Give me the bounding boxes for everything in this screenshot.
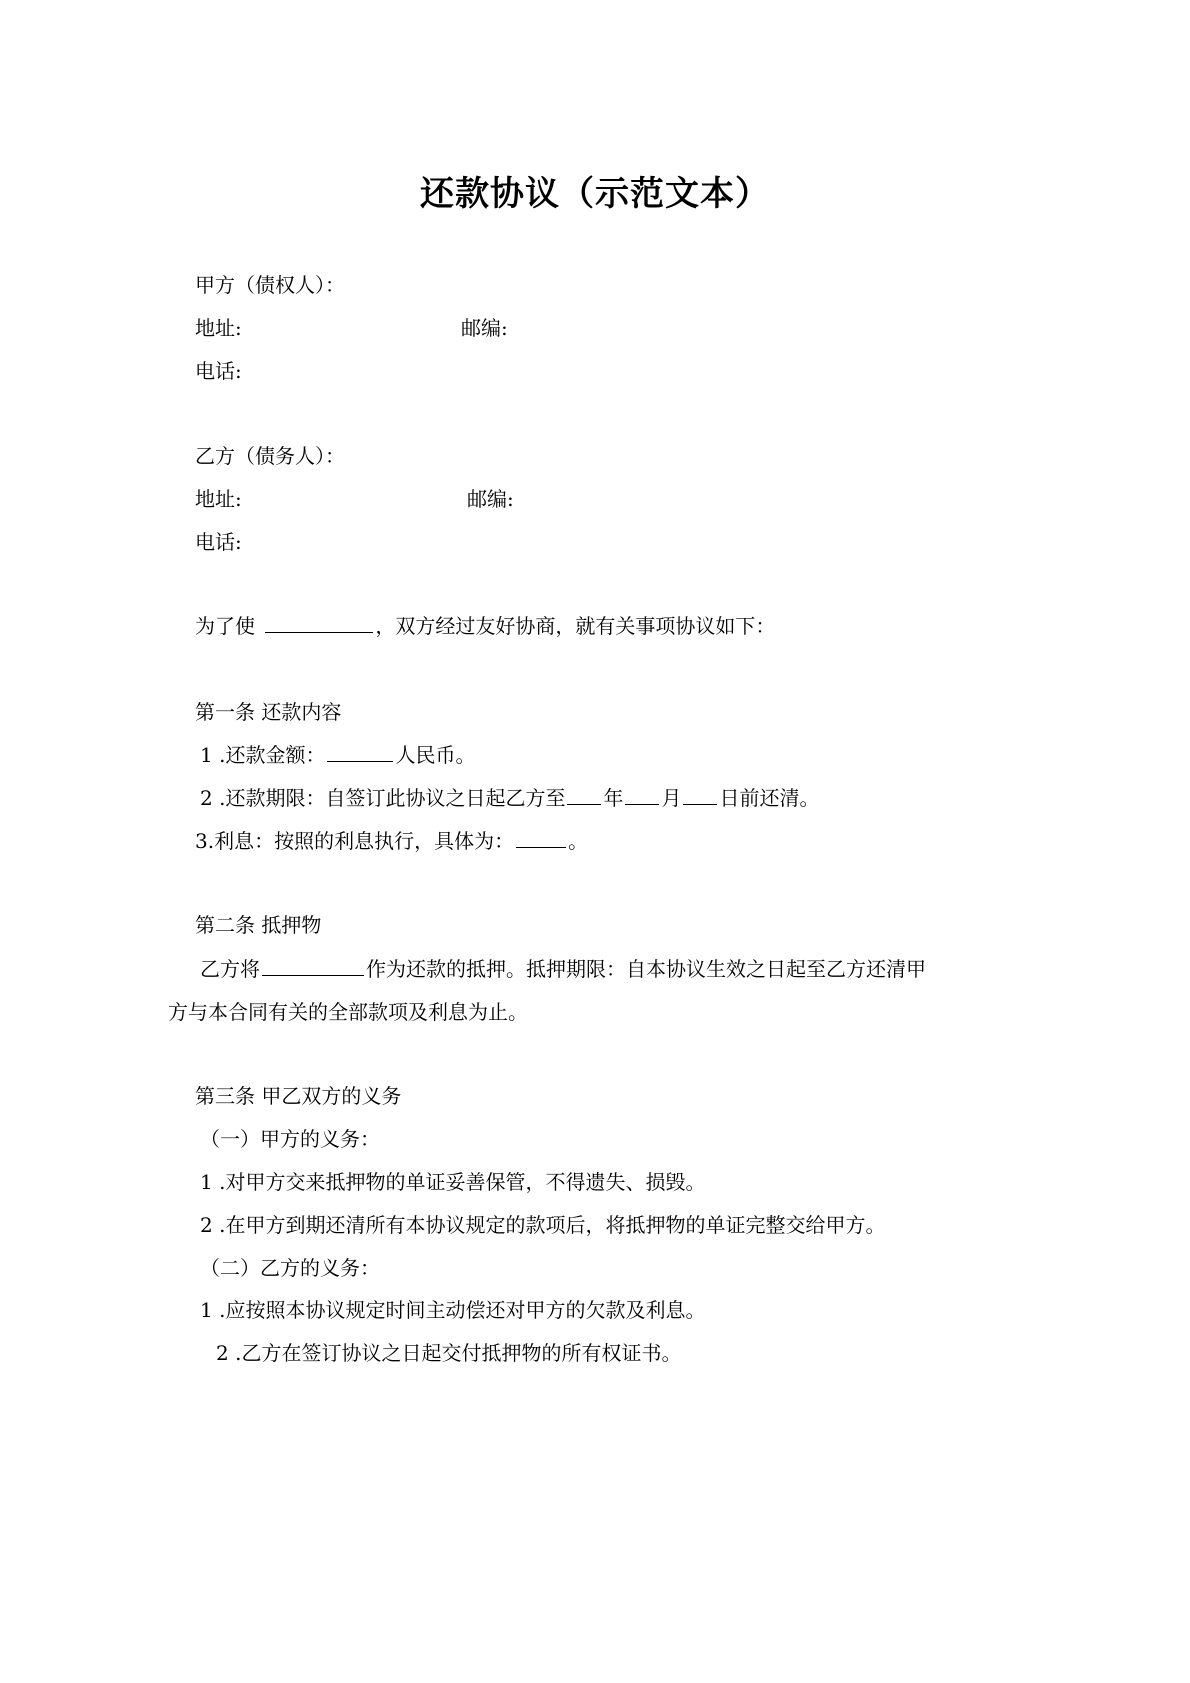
article1-heading: 第一条 还款内容	[195, 700, 342, 724]
article1-item1-suffix: 人民币。	[395, 743, 476, 767]
intro-blank	[265, 614, 373, 633]
collateral-blank	[262, 957, 364, 976]
article1-item2-suffix: 日前还清。	[719, 786, 820, 810]
party-b-postcode-label: 邮编:	[467, 487, 514, 511]
party-a-heading: 甲方（债权人）：	[195, 273, 345, 297]
year-blank	[567, 786, 601, 805]
year-label: 年	[603, 786, 624, 810]
article3-sub2: （二）乙方的义务：	[200, 1256, 380, 1280]
article3-sub2-item1: 1 .应按照本协议规定时间主动偿还对甲方的欠款及利息。	[200, 1298, 706, 1322]
article3-sub1: （一）甲方的义务：	[200, 1127, 380, 1151]
party-b-phone-label: 电话:	[195, 530, 242, 554]
article3-sub1-item1: 1 .对甲方交来抵押物的单证妥善保管，不得遗失、损毁。	[200, 1170, 706, 1194]
intro-suffix: ，双方经过友好协商，就有关事项协议如下：	[375, 614, 776, 638]
article2-heading: 第二条 抵押物	[195, 913, 322, 937]
article2-line1-prefix: 乙方将	[200, 957, 260, 981]
article1-item1	[200, 742, 475, 768]
intro-paragraph	[195, 613, 775, 639]
month-label: 月	[661, 786, 682, 810]
party-b-heading: 乙方（债务人）：	[195, 444, 345, 468]
month-blank	[625, 786, 659, 805]
article1-item3	[195, 828, 588, 854]
article2-line2: 方与本合同有关的全部款项及利息为止。	[168, 1000, 528, 1024]
article1-item3-suffix: 。	[568, 829, 589, 853]
article1-item1-prefix: 1 .还款金额：	[200, 743, 326, 767]
article3-sub2-item2: 2 .乙方在签订协议之日起交付抵押物的所有权证书。	[216, 1341, 682, 1365]
article3-heading: 第三条 甲乙双方的义务	[195, 1084, 402, 1108]
intro-prefix: 为了使	[195, 614, 255, 638]
interest-blank	[516, 829, 566, 848]
article1-item3-prefix: 3.利息：按照的利息执行，具体为：	[195, 829, 515, 853]
article3-sub1-item2: 2 .在甲方到期还清所有本协议规定的款项后，将抵押物的单证完整交给甲方。	[200, 1213, 886, 1237]
article2-line1-suffix: 作为还款的抵押。抵押期限：自本协议生效之日起至乙方还清甲	[366, 957, 926, 981]
party-a-address-label: 地址:	[195, 316, 242, 340]
article1-item2	[200, 785, 819, 811]
day-blank	[683, 786, 717, 805]
article1-item2-prefix: 2 .还款期限：自签订此协议之日起乙方至	[200, 786, 566, 810]
article2-line1	[200, 956, 926, 982]
document-title: 还款协议（示范文本）	[420, 174, 770, 214]
party-a-postcode-label: 邮编:	[461, 316, 508, 340]
party-b-address-label: 地址:	[195, 487, 242, 511]
amount-blank	[327, 743, 393, 762]
party-a-phone-label: 电话:	[195, 359, 242, 383]
